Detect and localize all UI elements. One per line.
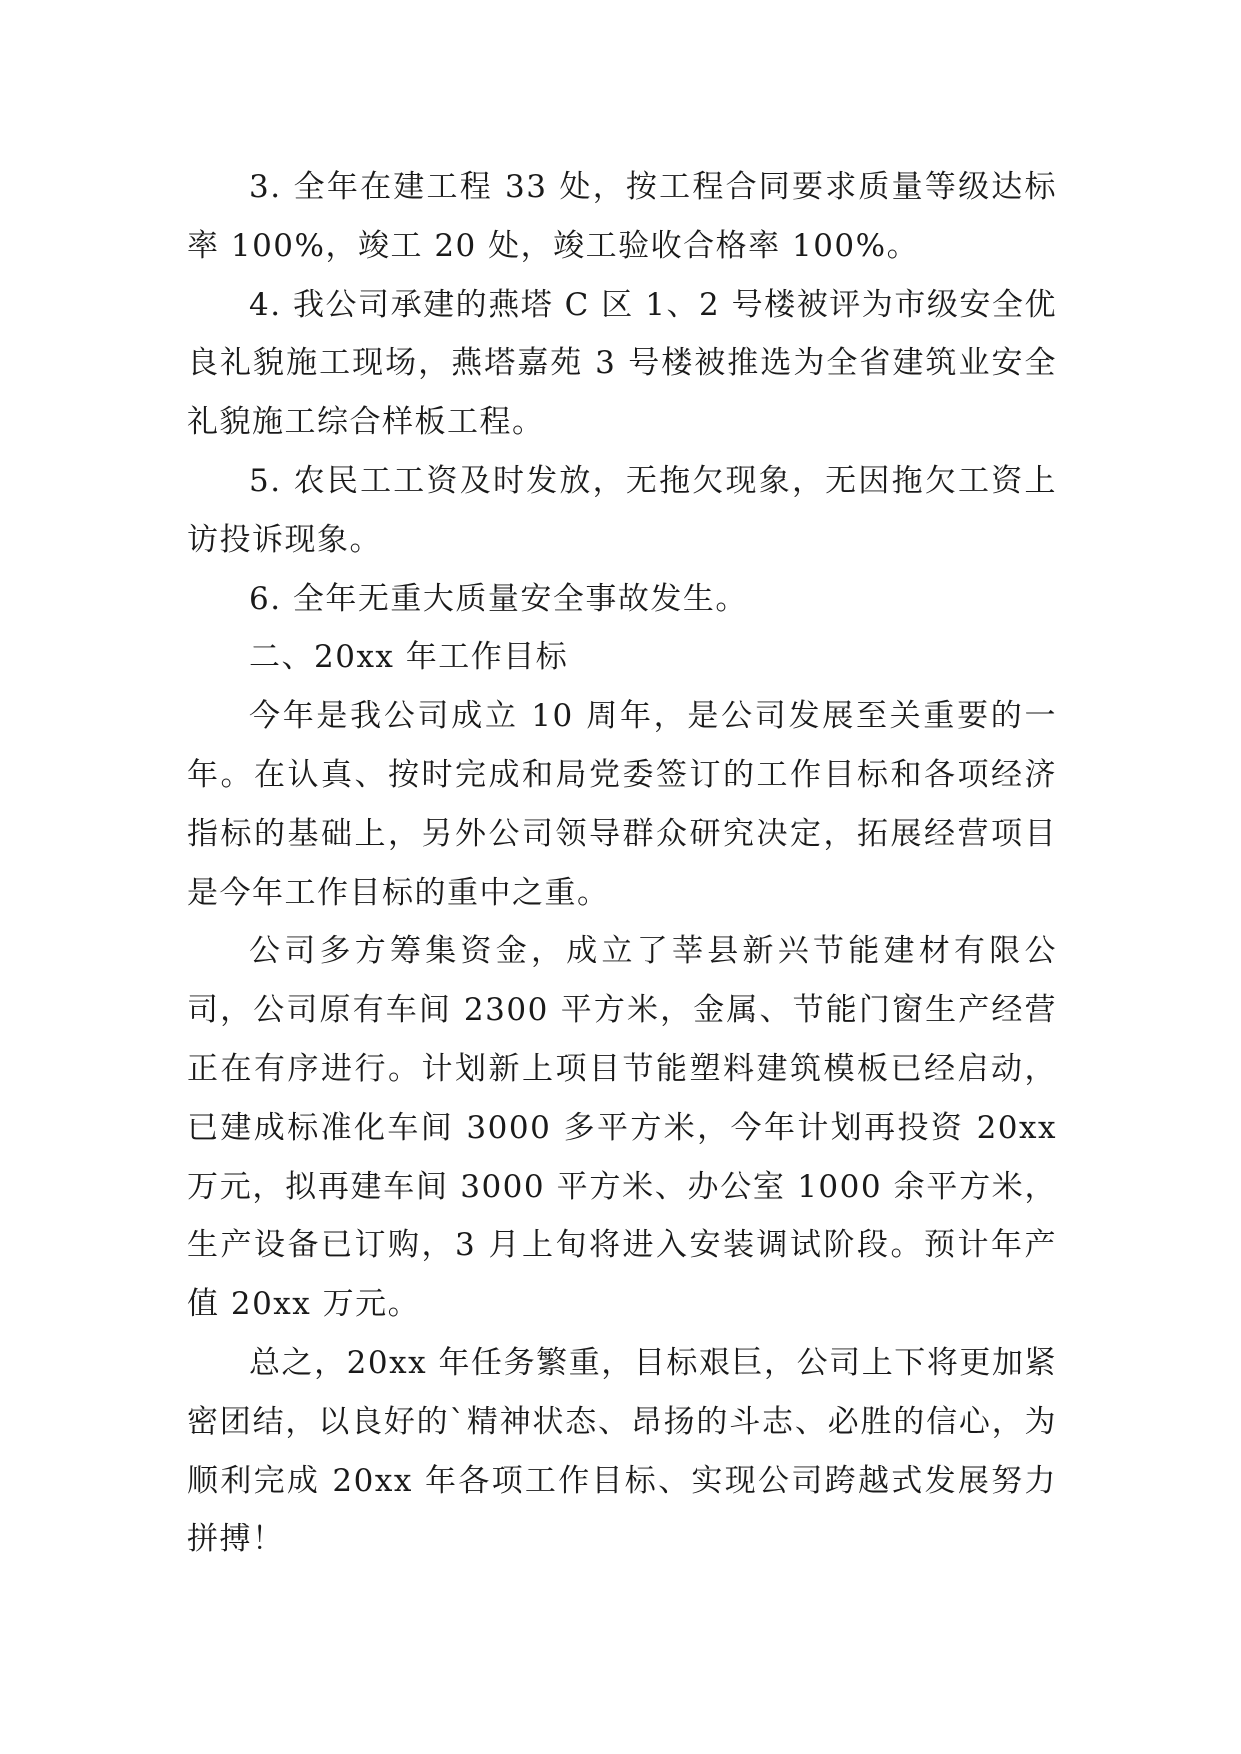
- document-body: [187, 158, 1057, 1569]
- paragraph-item-3: 3. 全年在建工程 33 处，按工程合同要求质量等级达标率 100%，竣工 20 处，竣工验收合格率 100%。: [187, 169, 1057, 264]
- paragraph-company-plan: 公司多方筹集资金，成立了莘县新兴节能建材有限公司，公司原有车间 2300 平方米，金属、节能门窗生产经营正在有序进行。计划新上项目节能塑料建筑模板已经启动，已建成标准化车间 3000 多平方米，今年计划再投资 20xx 万元，拟再建车间 3000 平方米、办公室 1000 余平方米，生产设备已订购，3 月上旬将进入安装调试阶段。预计年产值 20xx 万元。: [187, 933, 1057, 1323]
- paragraph-item-6: 6. 全年无重大质量安全事故发生。: [249, 580, 748, 617]
- section-heading: 二、20xx 年工作目标: [249, 639, 569, 676]
- paragraph-item-4: 4. 我公司承建的燕塔 C 区 1、2 号楼被评为市级安全优良礼貌施工现场，燕塔嘉苑 3 号楼被推选为全省建筑业安全礼貌施工综合样板工程。: [187, 286, 1057, 441]
- paragraph-intro: 今年是我公司成立 10 周年，是公司发展至关重要的一年。在认真、按时完成和局党委签订的工作目标和各项经济指标的基础上，另外公司领导群众研究决定，拓展经营项目是今年工作目标的重中之重。: [187, 698, 1057, 911]
- paragraph-item-5: 5. 农民工工资及时发放，无拖欠现象，无因拖欠工资上访投诉现象。: [187, 462, 1057, 558]
- paragraph-conclusion: 总之，20xx 年任务繁重，目标艰巨，公司上下将更加紧密团结，以良好的`精神状态、昂扬的斗志、必胜的信心，为顺利完成 20xx 年各项工作目标、实现公司跨越式发展努力拼搏！: [187, 1344, 1057, 1558]
